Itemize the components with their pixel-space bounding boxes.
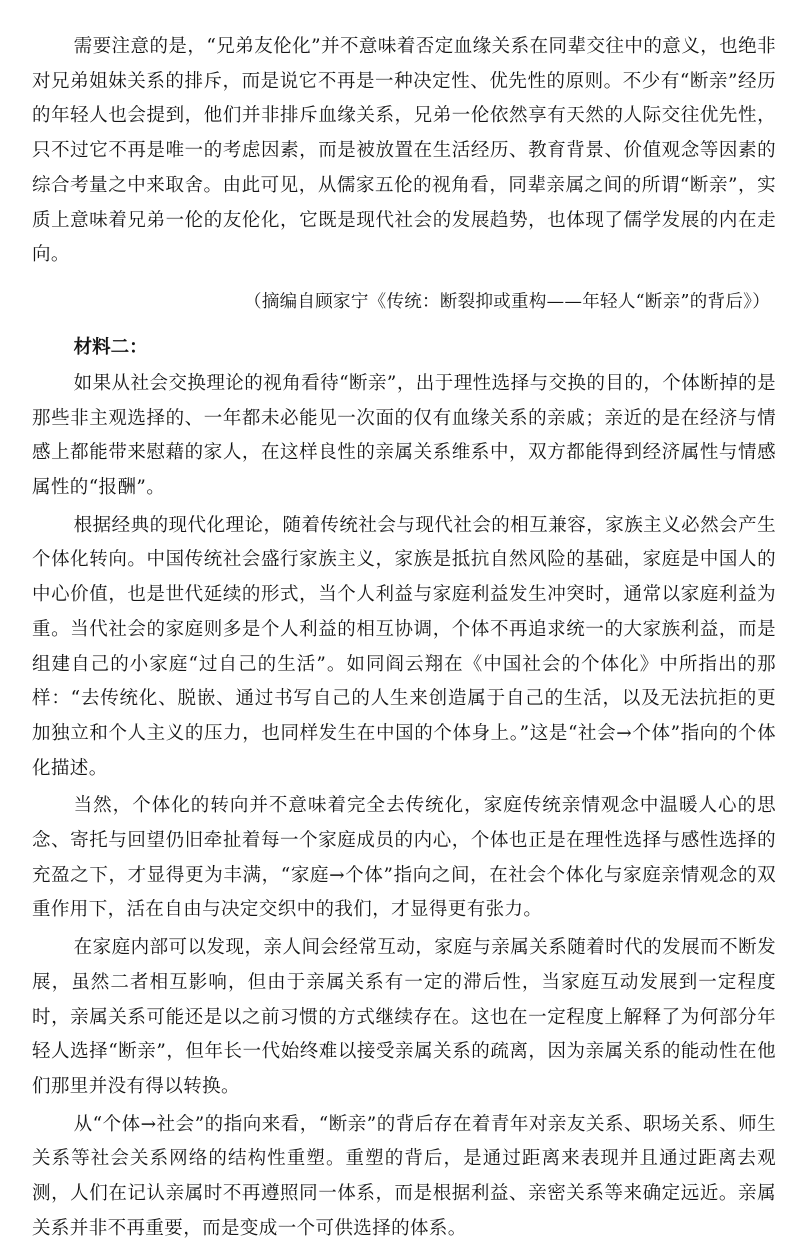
material1-paragraph: 需要注意的是，“兄弟友伦化”并不意味着否定血缘关系在同辈交往中的意义，也绝非对兄弟姐妹关系的排斥，而是说它不再是一种决定性、优先性的原则。不少有“断亲”经历的年轻人也会提到，他们并非排斥血缘关系，兄弟一伦依然享有天然的人际交往优先性，只不过它不再是唯一的考虑因素，而是被放置在生活经历、教育背景、价值观念等因素的综合考量之中来取舍。由此可见，从儒家五伦的视角看，同辈亲属之间的所谓“断亲”，实质上意味着兄弟一伦的友伦化，它既是现代社会的发展趋势，也体现了儒学发展的内在走向。 (32, 36, 776, 266)
material2-paragraph-2: 根据经典的现代化理论，随着传统社会与现代社会的相互兼容，家族主义必然会产生个体化转向。中国传统社会盛行家族主义，家族是抵抗自然风险的基础，家庭是中国人的中心价值，也是世代延续的形式，当个人利益与家庭利益发生冲突时，通常以家庭利益为重。当代社会的家庭则多是个人利益的相互协调，个体不再追求统一的大家族利益，而是组建自己的小家庭“过自己的生活”。如同阎云翔在《中国社会的个体化》中所指出的那样：“去传统化、脱嵌、通过书写自己的人生来创造属于自己的生活，以及无法抗拒的更加独立和个人主义的压力，也同样发生在中国的个体身上。”这是“社会→个体”指向的个体化描述。 (32, 514, 776, 779)
material2-paragraph-3: 当然，个体化的转向并不意味着完全去传统化，家庭传统亲情观念中温暖人心的思念、寄托与回望仍旧牵扯着每一个家庭成员的内心，个体也正是在理性选择与感性选择的充盈之下，才显得更为丰满，“家庭→个体”指向之间，在社会个体化与家庭亲情观念的双重作用下，活在自由与决定交织中的我们，才显得更有张力。 (32, 795, 776, 921)
source-citation: （摘编自顾家宁《传统：断裂抑或重构——年轻人“断亲”的背后》） (244, 291, 770, 312)
material2-paragraph-4: 在家庭内部可以发现，亲人间会经常互动，家庭与亲属关系随着时代的发展而不断发展，虽然二者相互影响，但由于亲属关系有一定的滞后性，当家庭互动发展到一定程度时，亲属关系可能还是以之前习惯的方式继续存在。这也在一定程度上解释了为何部分年轻人选择“断亲”，但年长一代始终难以接受亲属关系的疏离，因为亲属关系的能动性在他们那里并没有得以转换。 (32, 937, 776, 1097)
material2-paragraph-1: 如果从社会交换理论的视角看待“断亲”，出于理性选择与交换的目的，个体断掉的是那些非主观选择的、一年都未必能见一次面的仅有血缘关系的亲戚；亲近的是在经济与情感上都能带来慰藉的家人，在这样良性的亲属关系维系中，双方都能得到经济属性与情感属性的“报酬”。 (32, 372, 776, 499)
material2-paragraph-5: 从“个体→社会”的指向来看，“断亲”的背后存在着青年对亲友关系、职场关系、师生关系等社会关系网络的结构性重塑。重塑的背后，是通过距离来表现并且通过距离去观测，人们在记认亲属时不再遵照同一体系，而是根据利益、亲密关系等来确定远近。亲属关系并非不再重要，而是变成一个可供选择的体系。 (32, 1113, 776, 1239)
section-heading-material2: 材料二： (73, 336, 148, 358)
